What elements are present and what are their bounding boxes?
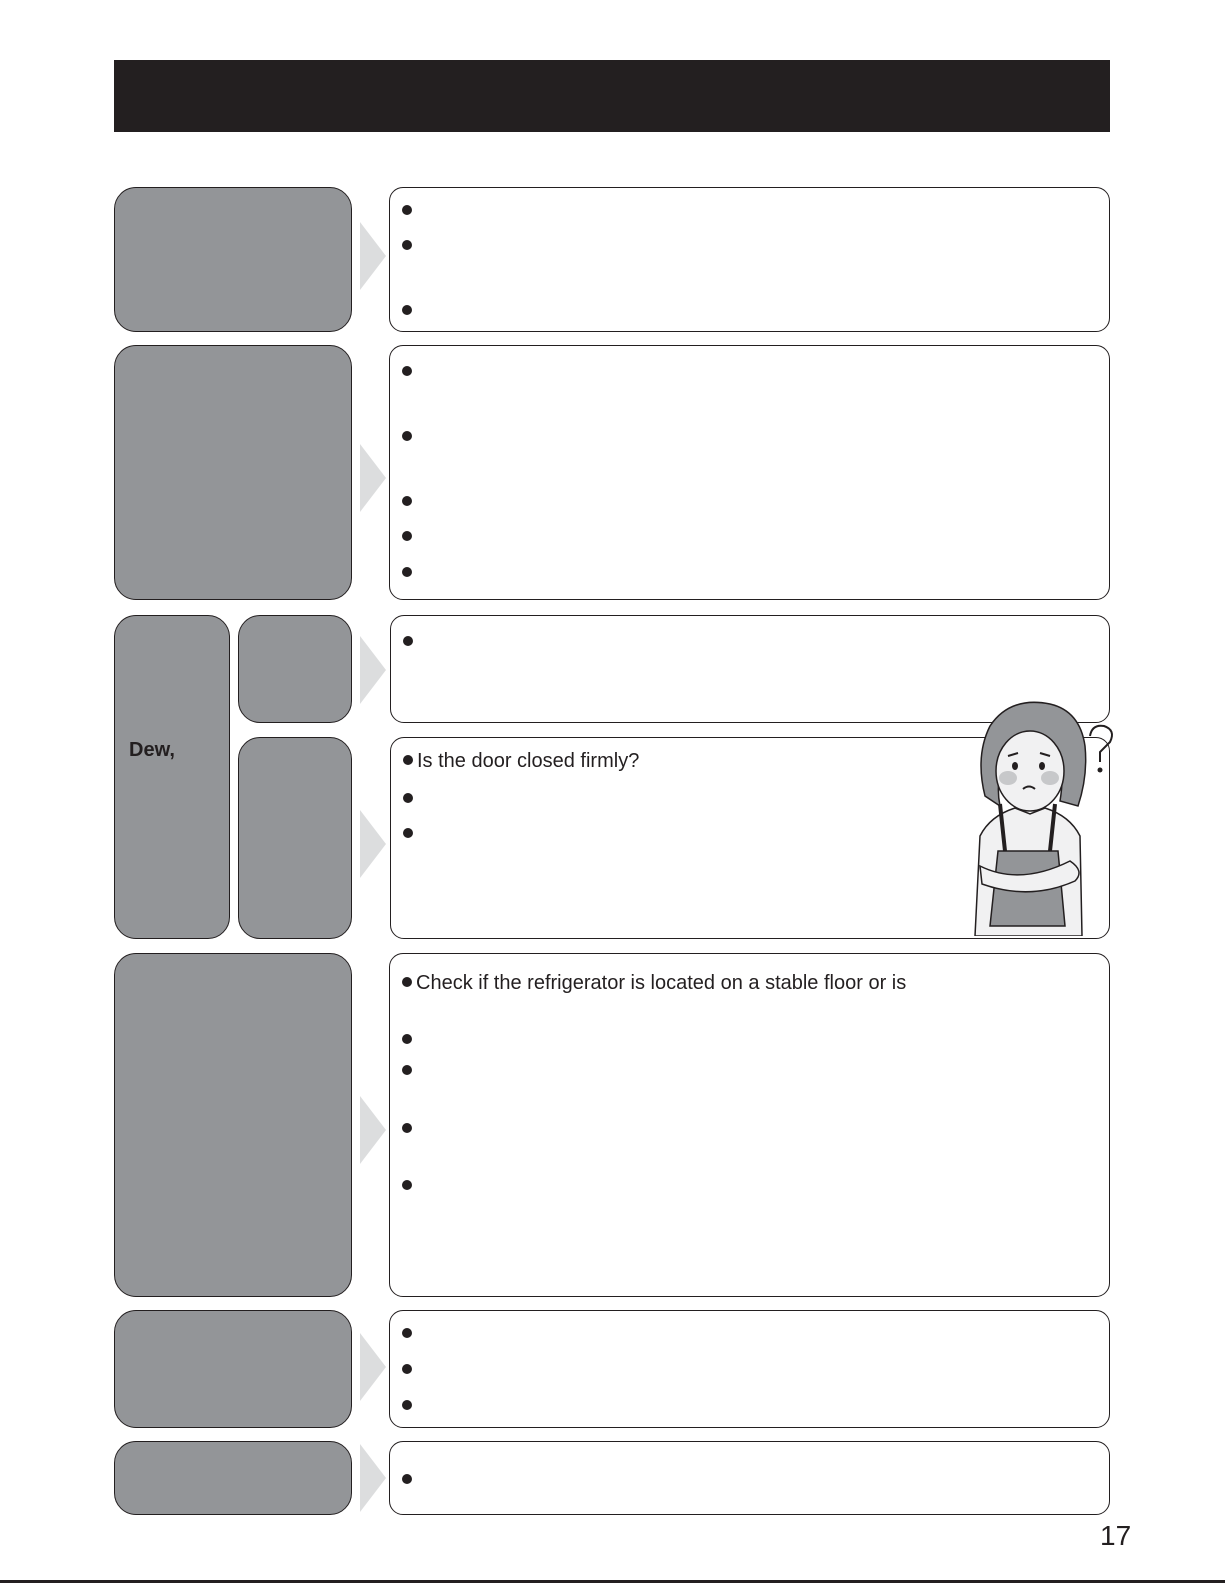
bullet-icon [403,755,413,765]
bullet-icon [402,1328,412,1338]
section-4-label [114,953,352,1297]
bullet-icon [402,1034,412,1044]
bullet-icon [402,567,412,577]
bullet-item [402,526,416,548]
bullet-icon [402,1123,412,1133]
arrow-icon [360,810,386,878]
bullet-icon [403,828,413,838]
bullet-item [402,1469,416,1491]
bullet-icon [403,636,413,646]
bottom-rule [0,1580,1225,1583]
bullet-item [402,562,416,584]
bullet-item [402,1359,416,1381]
bullet-item [402,1118,416,1140]
arrow-icon [360,222,386,290]
bullet-icon [402,977,412,987]
bullet-icon [402,366,412,376]
arrow-icon [360,636,386,704]
bullet-icon [402,496,412,506]
section-3b-label [238,737,352,939]
bullet-item: Check if the refrigerator is located on a stable floor or is [402,972,906,994]
arrow-icon [360,444,386,512]
bullet-icon [402,431,412,441]
section-1-label [114,187,352,332]
bullet-item [402,1323,416,1345]
section-5-box [389,1310,1110,1428]
section-6-label [114,1441,352,1515]
section-6-box [389,1441,1110,1515]
bullet-item [403,631,417,653]
bullet-item [402,1395,416,1417]
bullet-item [402,361,416,383]
confused-woman-illustration [970,696,1130,936]
bullet-item [402,1175,416,1197]
bullet-icon [402,1065,412,1075]
section-4-box [389,953,1110,1297]
arrow-icon [360,1333,386,1401]
bullet-item [402,491,416,513]
section-5-label [114,1310,352,1428]
bullet-icon [402,1474,412,1484]
bullet-item [402,235,416,257]
bullet-icon [402,531,412,541]
bullet-icon [402,240,412,250]
arrow-icon [360,1444,386,1512]
dew-label: Dew, [129,739,175,761]
bullet-item: Is the door closed firmly? [403,750,639,772]
bullet-icon [402,205,412,215]
bullet-icon [402,1364,412,1374]
bullet-item [402,426,416,448]
section-3a-label [238,615,352,723]
bullet-item [403,823,417,845]
dew-group-label [114,615,230,939]
bullet-icon [403,793,413,803]
bullet-item [403,788,417,810]
arrow-icon [360,1096,386,1164]
section-2-box [389,345,1110,600]
bullet-item [402,300,416,322]
bullet-icon [402,1400,412,1410]
section-2-label [114,345,352,600]
bullet-item [402,1029,416,1051]
bullet-item [402,1060,416,1082]
bullet-icon [402,1180,412,1190]
section-1-box [389,187,1110,332]
bullet-item [402,200,416,222]
page-number: 17 [1100,1520,1132,1551]
header-banner [114,60,1110,132]
bullet-icon [402,305,412,315]
